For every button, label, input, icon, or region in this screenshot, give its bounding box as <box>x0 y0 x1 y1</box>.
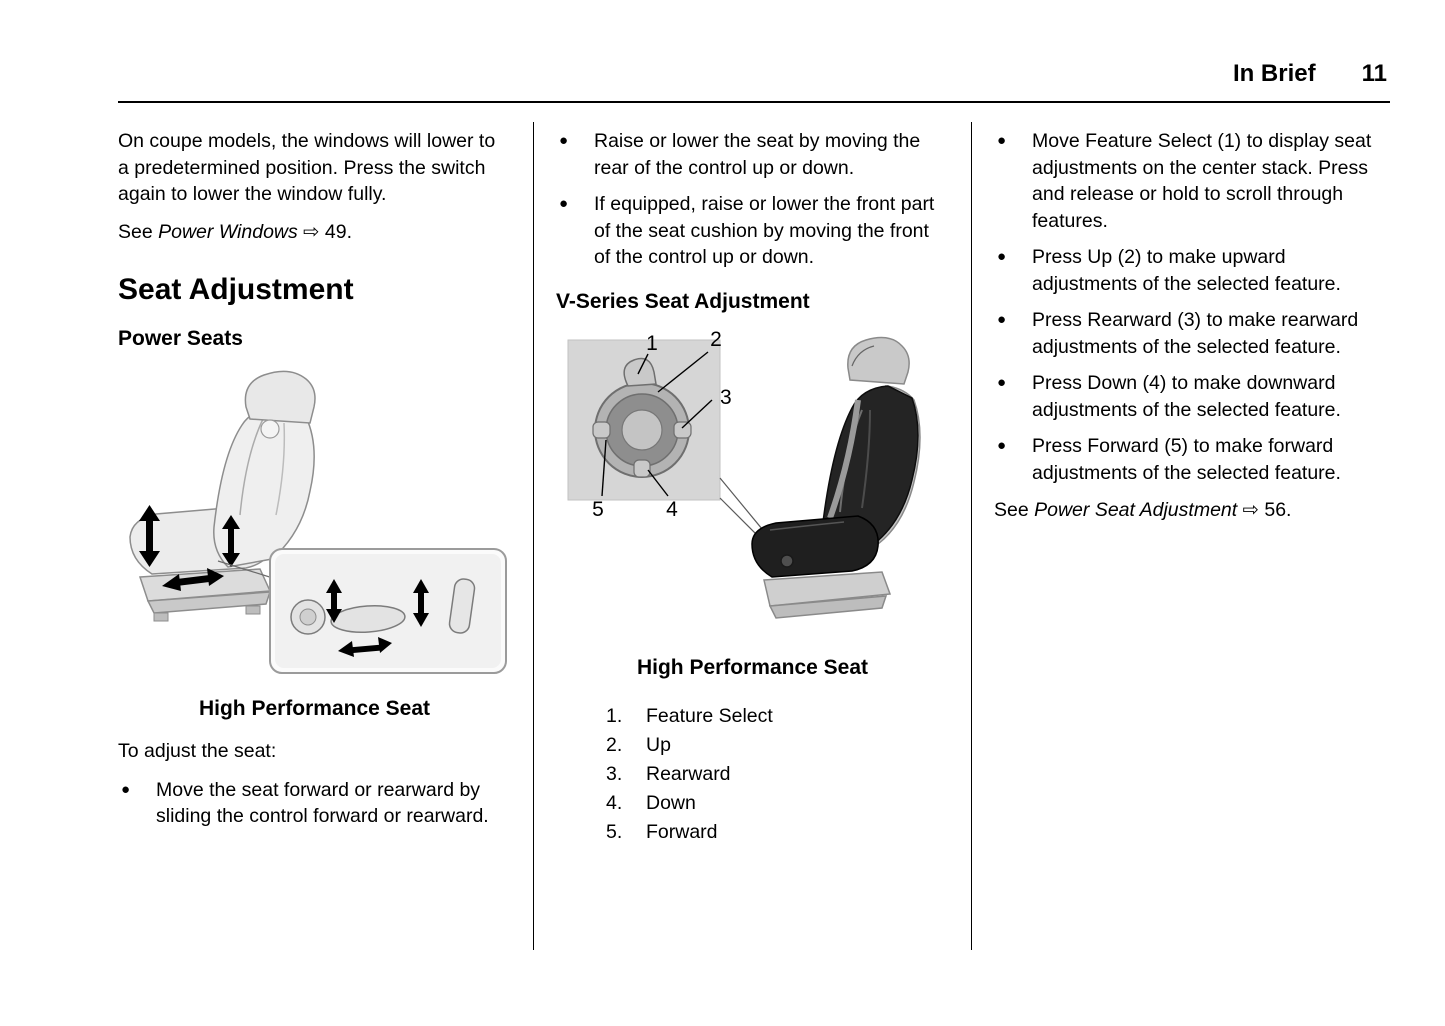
legend-number: 1. <box>606 704 623 727</box>
subheading-power-seats: Power Seats <box>118 327 243 350</box>
bullet-item: ● Press Up (2) to make upward adjustments of the selected feature. <box>994 244 1387 297</box>
see-italic: Power Windows <box>158 220 298 243</box>
column-2 <box>556 122 949 847</box>
col1-bullet-list <box>118 777 511 830</box>
cross-reference-power-windows <box>118 219 511 246</box>
legend-label: Forward <box>646 820 718 843</box>
col3-bullet-list <box>994 128 1387 486</box>
section-title: In Brief <box>1232 60 1316 87</box>
bullet-item: ● If equipped, raise or lower the front part of the seat cushion by moving the front of the control up or down. <box>556 191 949 271</box>
legend-number: 5. <box>606 820 623 843</box>
bullet-item: ● Raise or lower the seat by moving the rear of the control up or down. <box>556 128 949 181</box>
see-prefix: See <box>118 220 159 243</box>
paragraph-coupe-windows: On coupe models, the windows will lower to a predetermined position. Press the switch again to lower the window fully. <box>118 130 496 205</box>
legend-label: Rearward <box>646 762 731 785</box>
callout-5: 5 <box>592 497 604 521</box>
bullet-item: ● Press Down (4) to make downward adjustments of the selected feature. <box>994 370 1387 423</box>
see-prefix: See <box>994 499 1035 521</box>
sport-seat <box>752 337 920 617</box>
heading-seat-adjustment: Seat Adjustment <box>118 273 354 306</box>
bullet-item: ● Move Feature Select (1) to display seat adjustments on the center stack. Press and release or hold to scroll through features. <box>994 128 1387 234</box>
vseries-illustration <box>556 328 949 640</box>
legend-item <box>606 731 949 760</box>
legend-item <box>606 760 949 789</box>
callout-1: 1 <box>646 331 658 355</box>
callout-2: 2 <box>710 327 722 351</box>
legend-label: Feature Select <box>646 704 773 727</box>
header-rule <box>118 101 1390 103</box>
see-suffix: ⇨ 56. <box>1237 499 1292 521</box>
page-header <box>1233 60 1387 88</box>
legend-number: 4. <box>606 791 623 814</box>
see-suffix: ⇨ 49. <box>297 220 353 243</box>
legend-item <box>606 789 949 818</box>
power-seat-figure <box>118 365 511 688</box>
bullet-item: ● Move the seat forward or rearward by sliding the control forward or rearward. <box>118 777 511 830</box>
legend-number: 3. <box>606 762 623 785</box>
legend-item <box>606 702 949 731</box>
see-italic: Power Seat Adjustment <box>1034 499 1238 521</box>
column-3 <box>994 122 1387 524</box>
control-knob-diagram <box>568 340 720 500</box>
column-divider <box>533 122 534 950</box>
cross-reference-power-seat-adjustment <box>994 497 1387 524</box>
callout-3: 3 <box>720 385 732 409</box>
legend-label: Up <box>646 733 671 756</box>
legend-item <box>606 818 949 847</box>
subheading-vseries: V-Series Seat Adjustment <box>556 289 810 313</box>
legend-number: 2. <box>606 733 623 756</box>
figure-caption: High Performance Seat <box>636 656 869 679</box>
control-legend-list <box>606 702 949 847</box>
callout-4: 4 <box>666 497 678 521</box>
vseries-figure <box>556 328 949 648</box>
adjust-seat-intro: To adjust the seat: <box>118 740 277 762</box>
column-divider <box>971 122 972 950</box>
content-columns <box>118 122 1390 950</box>
legend-label: Down <box>646 791 696 814</box>
bullet-item: ● Press Rearward (3) to make rearward adjustments of the selected feature. <box>994 307 1387 360</box>
page-number: 11 <box>1361 60 1387 87</box>
column-1 <box>118 122 511 840</box>
power-seat-illustration <box>118 365 511 680</box>
seat-control-inset <box>270 549 506 673</box>
bullet-item: ● Press Forward (5) to make forward adjustments of the selected feature. <box>994 433 1387 486</box>
figure-caption: High Performance Seat <box>198 696 431 720</box>
col2-bullet-list <box>556 128 949 271</box>
